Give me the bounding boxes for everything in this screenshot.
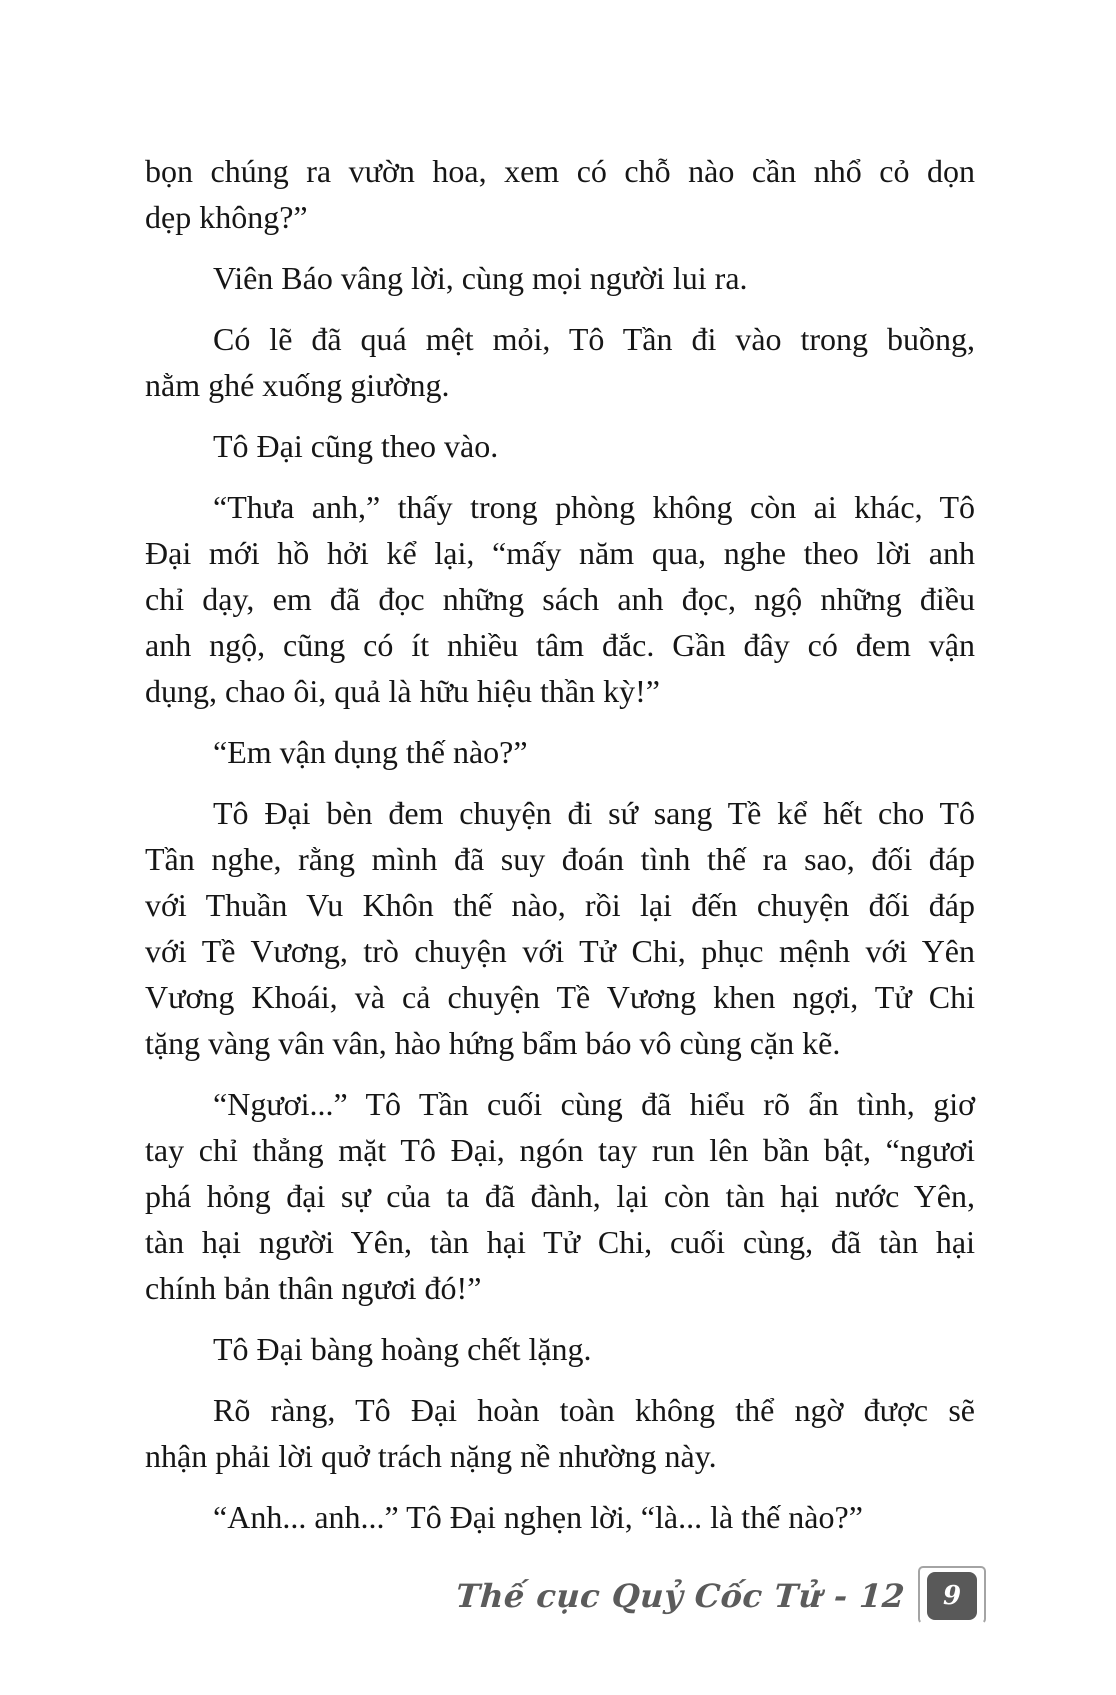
paragraph (145, 1081, 975, 1311)
text-line: nằm ghé xuống giường. (145, 367, 450, 403)
text-line: nhận phải lời quở trách nặng nề nhường này. (145, 1438, 717, 1474)
text-line: Đại mới hồ hởi kể lại, “mấy năm qua, nghe theo lời anh (145, 535, 975, 571)
text-line: “Em vận dụng thế nào?” (213, 734, 528, 770)
text-line: bọn chúng ra vườn hoa, xem có chỗ nào cần nhổ cỏ dọn (145, 153, 975, 189)
text-line: tàn hại người Yên, tàn hại Tử Chi, cuối cùng, đã tàn hại (145, 1224, 975, 1260)
page-number: 9 (942, 1581, 962, 1611)
paragraph (145, 316, 975, 408)
paragraph (145, 423, 975, 469)
text-line: Tô Đại bàng hoàng chết lặng. (213, 1331, 592, 1367)
paragraph (145, 484, 975, 714)
paragraph (145, 1326, 975, 1372)
paragraph (145, 729, 975, 775)
text-line: Tô Đại cũng theo vào. (213, 428, 499, 464)
text-line: Viên Báo vâng lời, cùng mọi người lui ra. (213, 260, 748, 296)
body-text (145, 148, 975, 1540)
text-line: “Thưa anh,” thấy trong phòng không còn ai khác, Tô (213, 489, 975, 525)
text-line: Vương Khoái, và cả chuyện Tề Vương khen ngợi, Tử Chi (145, 979, 975, 1015)
paragraph (145, 1387, 975, 1479)
page-footer (456, 1570, 977, 1622)
text-line: chính bản thân ngươi đó!” (145, 1270, 482, 1306)
text-line: phá hỏng đại sự của ta đã đành, lại còn tàn hại nước Yên, (145, 1178, 975, 1214)
text-line: tay chỉ thẳng mặt Tô Đại, ngón tay run lên bần bật, “ngươi (145, 1132, 975, 1168)
book-title: Thế cục Quỷ Cốc Tử - 12 (454, 1577, 907, 1615)
paragraph (145, 255, 975, 301)
text-line: tặng vàng vân vân, hào hứng bẩm báo vô cùng cặn kẽ. (145, 1025, 841, 1061)
text-line: Tô Đại bèn đem chuyện đi sứ sang Tề kể hết cho Tô (213, 795, 975, 831)
text-line: Có lẽ đã quá mệt mỏi, Tô Tần đi vào trong buồng, (213, 321, 975, 357)
text-line: “Anh... anh...” Tô Đại nghẹn lời, “là... là thế nào?” (213, 1499, 863, 1535)
paragraph (145, 790, 975, 1066)
text-line: Rõ ràng, Tô Đại hoàn toàn không thể ngờ được sẽ (213, 1392, 975, 1428)
text-line: chỉ dạy, em đã đọc những sách anh đọc, ngộ những điều (145, 581, 975, 617)
page-number-badge (927, 1572, 977, 1620)
text-line: dẹp không?” (145, 199, 308, 235)
text-line: anh ngộ, cũng có ít nhiều tâm đắc. Gần đây có đem vận (145, 627, 975, 663)
paragraph (145, 1494, 975, 1540)
paragraph (145, 148, 975, 240)
text-line: với Thuần Vu Khôn thế nào, rồi lại đến chuyện đối đáp (145, 887, 975, 923)
text-line: Tần nghe, rằng mình đã suy đoán tình thế ra sao, đối đáp (145, 841, 975, 877)
text-line: với Tề Vương, trò chuyện với Tử Chi, phục mệnh với Yên (145, 933, 975, 969)
text-line: “Ngươi...” Tô Tần cuối cùng đã hiểu rõ ẩn tình, giơ (213, 1086, 975, 1122)
text-line: dụng, chao ôi, quả là hữu hiệu thần kỳ!” (145, 673, 660, 709)
